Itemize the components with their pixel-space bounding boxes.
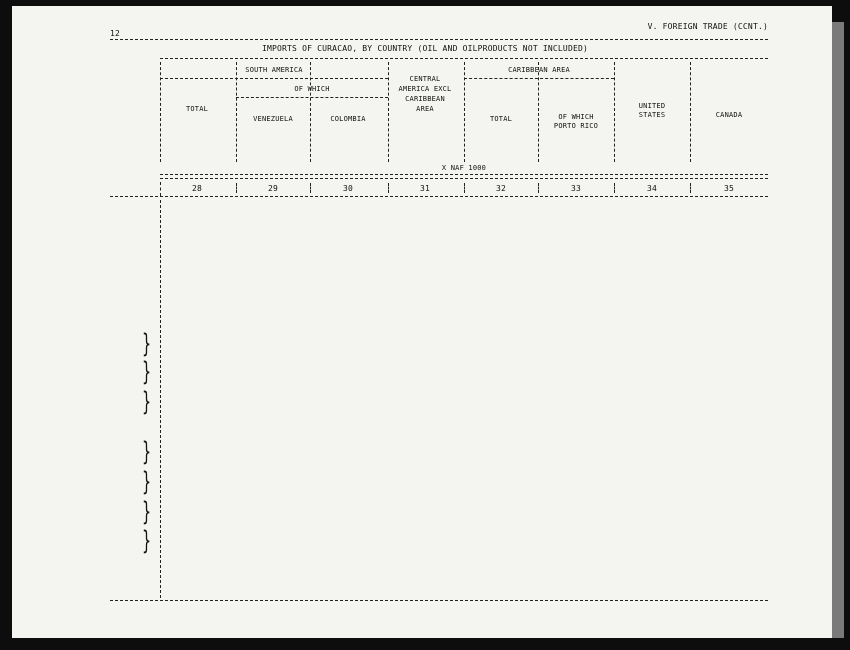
of-which-porto-rico-line-1: OF WHICH	[558, 113, 594, 121]
unit-label: X NAF 1000	[441, 164, 487, 172]
top-rule	[110, 39, 768, 40]
south-america-header: SOUTH AMERICA	[245, 66, 303, 74]
south-america-rule	[160, 78, 388, 79]
header-column-rule	[388, 62, 389, 162]
central-america-line-3: CARIBBEAN	[405, 95, 445, 103]
header-column-rule	[310, 183, 311, 193]
col-number: 29	[267, 184, 279, 193]
header-column-rule	[614, 62, 615, 162]
canada-header: CANADA	[715, 111, 743, 119]
of-which-header: OF WHICH	[294, 85, 330, 93]
column-number-rule	[110, 196, 768, 197]
bracket-brace: }	[142, 497, 152, 527]
bracket-brace: }	[142, 329, 152, 359]
unit-rule	[160, 178, 768, 179]
united-states-line-2: STATES	[638, 111, 666, 119]
bracket-brace: }	[142, 467, 152, 497]
header-column-rule	[160, 62, 161, 162]
header-column-rule	[464, 62, 465, 162]
central-america-line-2: AMERICA EXCL	[398, 85, 452, 93]
bracket-brace: }	[142, 357, 152, 387]
col-number: 34	[646, 184, 658, 193]
of-which-porto-rico-line-2: PORTO RICO	[553, 122, 599, 130]
central-america-line-1: CENTRAL	[409, 75, 441, 83]
col-number: 31	[419, 184, 431, 193]
caribbean-total-header: TOTAL	[489, 115, 513, 123]
header-column-rule	[388, 183, 389, 193]
header-column-rule	[464, 183, 465, 193]
venezuela-header: VENEZUELA	[253, 115, 293, 123]
col-number: 32	[495, 184, 507, 193]
header-column-rule	[614, 183, 615, 193]
bottom-rule	[110, 600, 768, 601]
bracket-brace: }	[142, 387, 152, 417]
page-number: 12	[110, 29, 121, 38]
total-header: TOTAL	[185, 105, 209, 113]
of-which-rule	[236, 97, 388, 98]
bracket-brace: }	[142, 526, 152, 556]
header-column-rule	[538, 183, 539, 193]
caribbean-area-header: CARIBBEAN AREA	[508, 66, 570, 74]
col-number: 35	[723, 184, 735, 193]
section-title: V. FOREIGN TRADE (CCNT.)	[647, 22, 768, 31]
header-column-rule	[236, 62, 237, 162]
united-states-line-1: UNITED	[638, 102, 666, 110]
title-rule	[160, 58, 768, 59]
stub-column-rule	[160, 200, 161, 598]
bracket-brace: }	[142, 437, 152, 467]
table-title: IMPORTS OF CURACAO, BY COUNTRY (OIL AND OILPRODUCTS NOT INCLUDED)	[261, 44, 589, 53]
colombia-header: COLOMBIA	[330, 115, 366, 123]
col-number: 30	[342, 184, 354, 193]
central-america-line-4: AREA	[416, 105, 434, 113]
header-column-rule	[160, 182, 161, 196]
unit-rule	[160, 174, 768, 175]
col-number: 28	[191, 184, 203, 193]
header-column-rule	[236, 183, 237, 193]
header-column-rule	[690, 183, 691, 193]
col-number: 33	[570, 184, 582, 193]
header-column-rule	[310, 62, 311, 162]
caribbean-rule	[464, 78, 614, 79]
header-column-rule	[538, 62, 539, 162]
header-column-rule	[690, 62, 691, 162]
